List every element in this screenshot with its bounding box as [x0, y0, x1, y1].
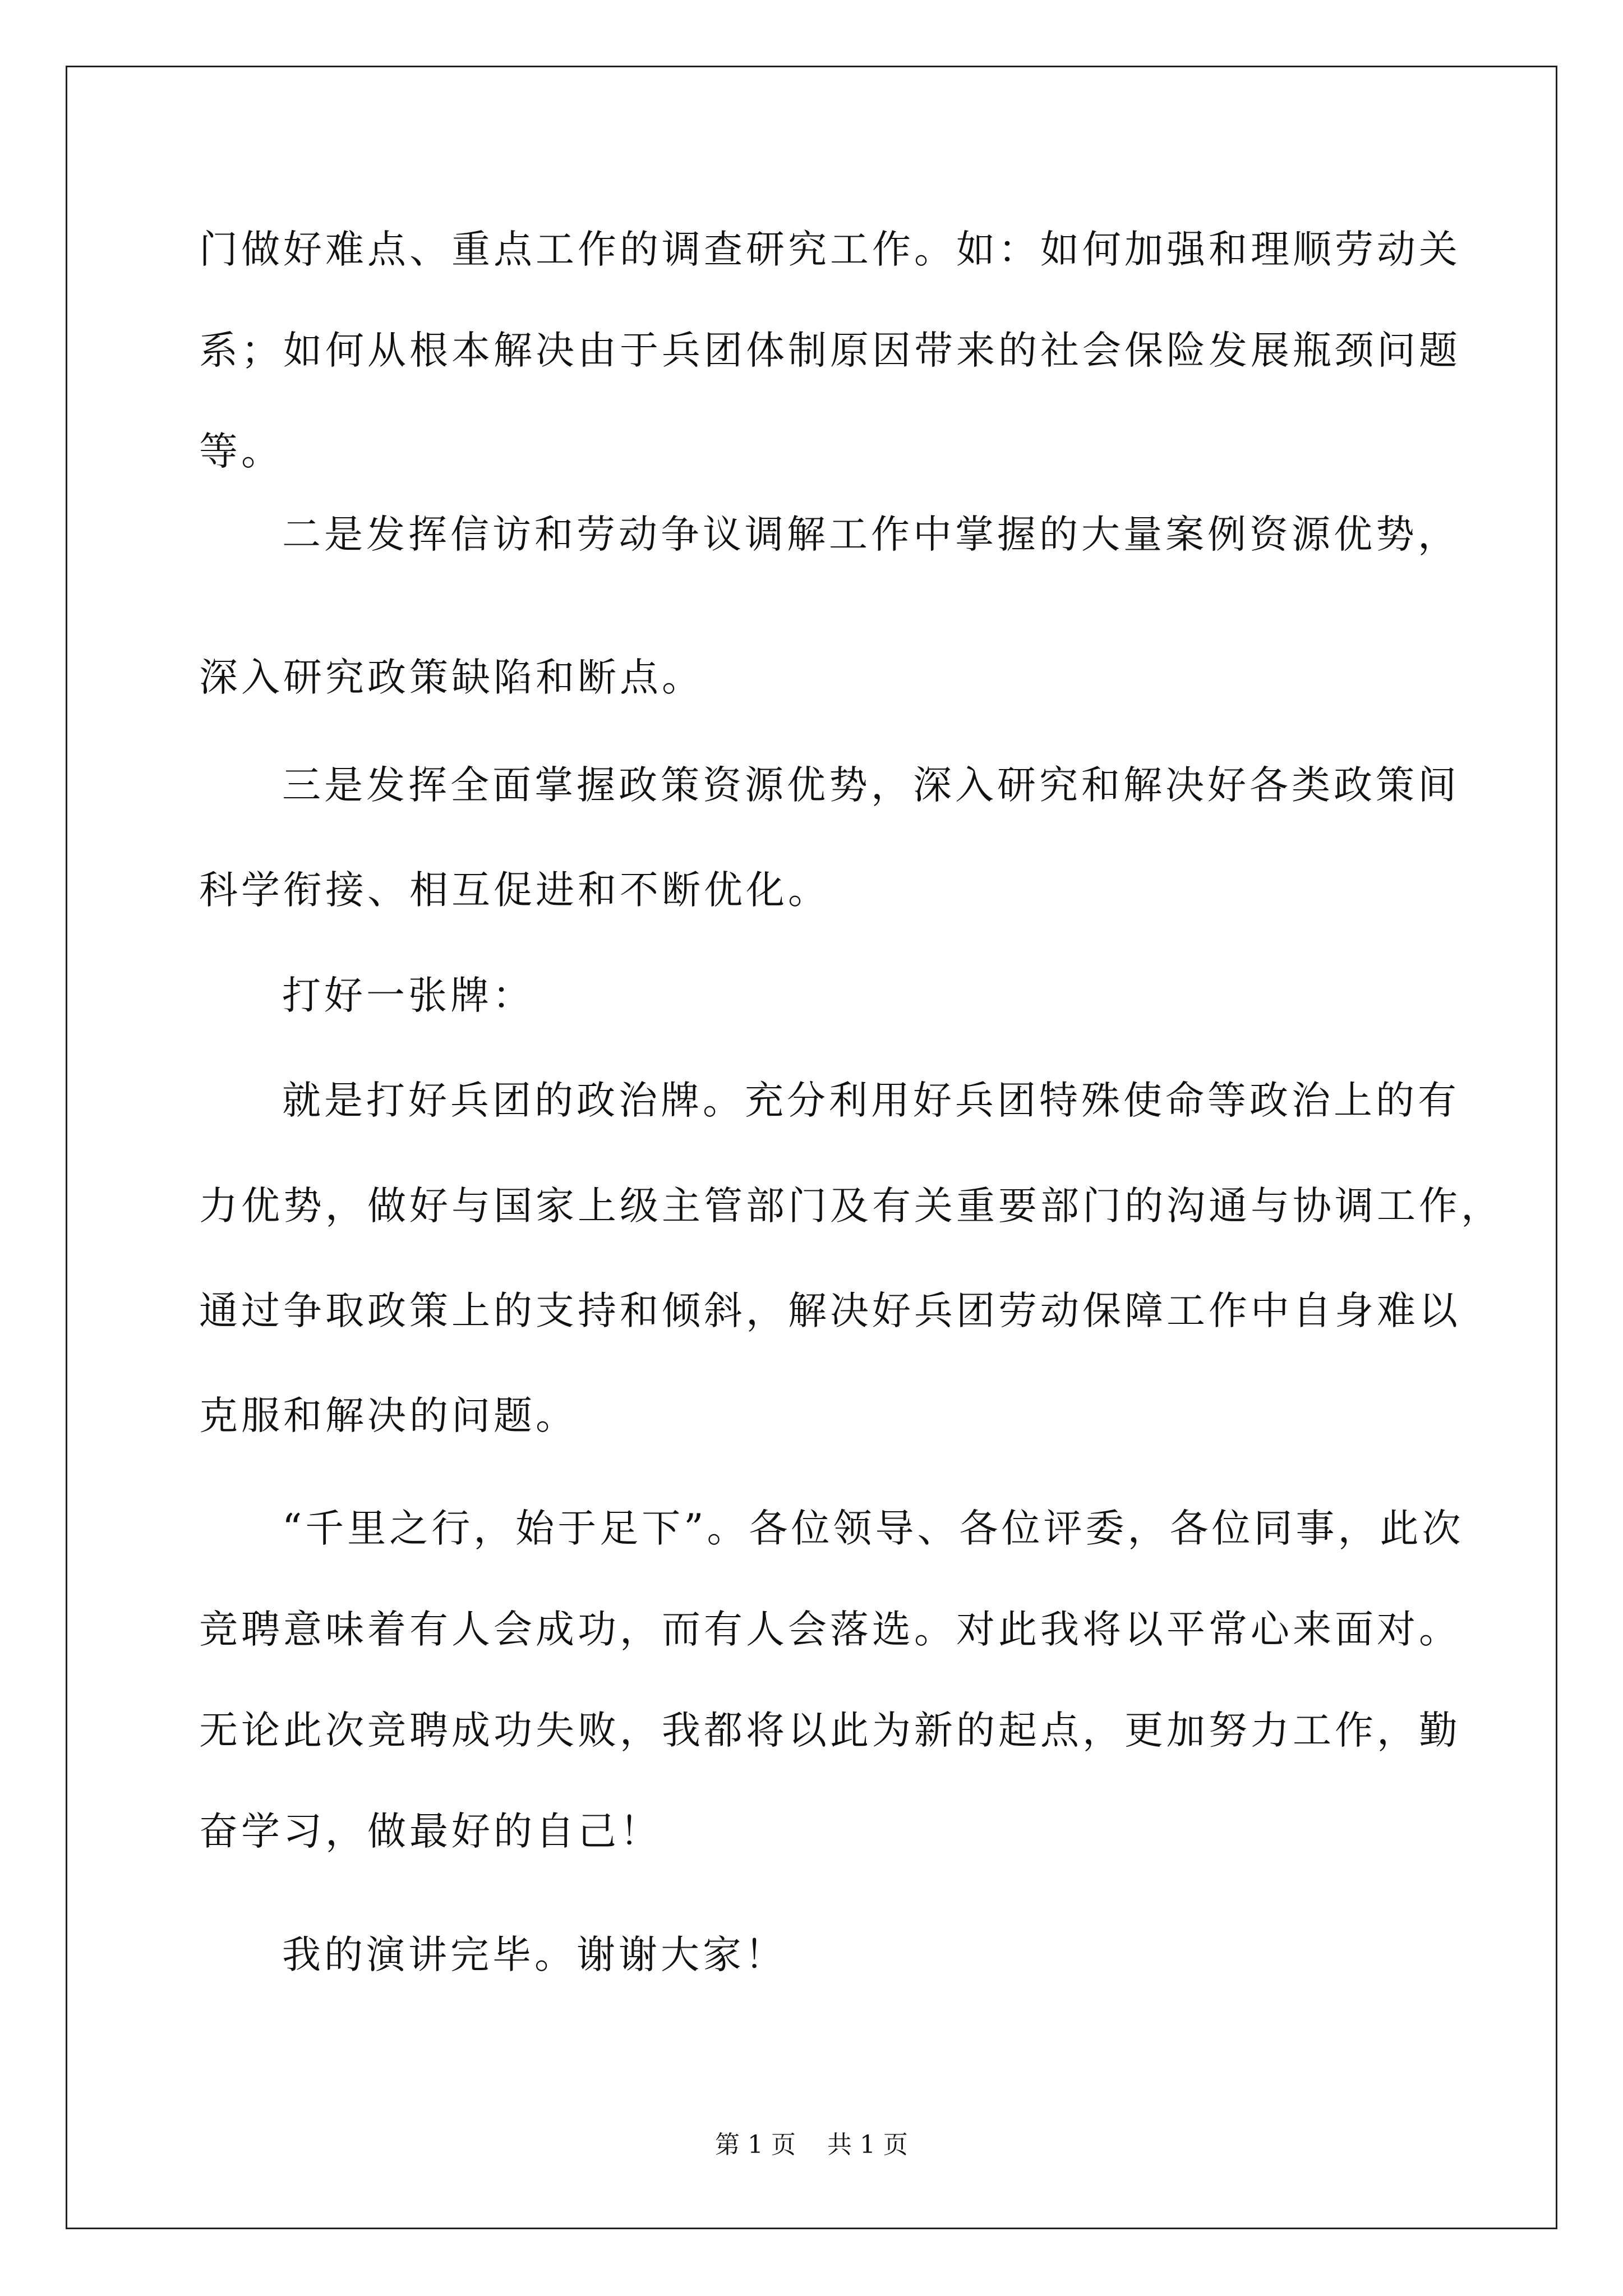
text-line: 二是发挥信访和劳动争议调解工作中掌握的大量案例资源优势，: [282, 512, 1460, 557]
text-line: 无论此次竞聘成功失败，我都将以此为新的起点，更加努力工作，勤: [199, 1708, 1461, 1753]
text-line: 奋学习，做最好的自己！: [199, 1809, 662, 1854]
text-line: 深入研究政策缺陷和断点。: [199, 655, 704, 700]
text-line: 门做好难点、重点工作的调查研究工作。如：如何加强和理顺劳动关: [199, 227, 1461, 272]
text-line: 竞聘意味着有人会成功，而有人会落选。对此我将以平常心来面对。: [199, 1607, 1461, 1652]
text-line: 打好一张牌：: [282, 973, 534, 1018]
text-line: 系；如何从根本解决由于兵团体制原因带来的社会保险发展瓶颈问题: [199, 328, 1461, 373]
page-border: [66, 66, 1557, 2229]
text-line: 就是打好兵团的政治牌。充分利用好兵团特殊使命等政治上的有: [282, 1078, 1460, 1123]
text-line: 我的演讲完毕。谢谢大家！: [282, 1932, 787, 1977]
text-line: “千里之行，始于足下”。各位领导、各位评委，各位同事，此次: [282, 1506, 1464, 1551]
text-line: 科学衔接、相互促进和不断优化。: [199, 868, 830, 913]
text-line: 三是发挥全面掌握政策资源优势，深入研究和解决好各类政策间: [282, 763, 1460, 808]
text-line: 力优势，做好与国家上级主管部门及有关重要部门的沟通与协调工作，: [199, 1184, 1503, 1228]
text-line: 克服和解决的问题。: [199, 1393, 578, 1438]
text-line: 等。: [199, 429, 283, 474]
page-number: 第 1 页 共 1 页: [715, 2131, 908, 2159]
text-line: 通过争取政策上的支持和倾斜，解决好兵团劳动保障工作中自身难以: [199, 1289, 1461, 1333]
